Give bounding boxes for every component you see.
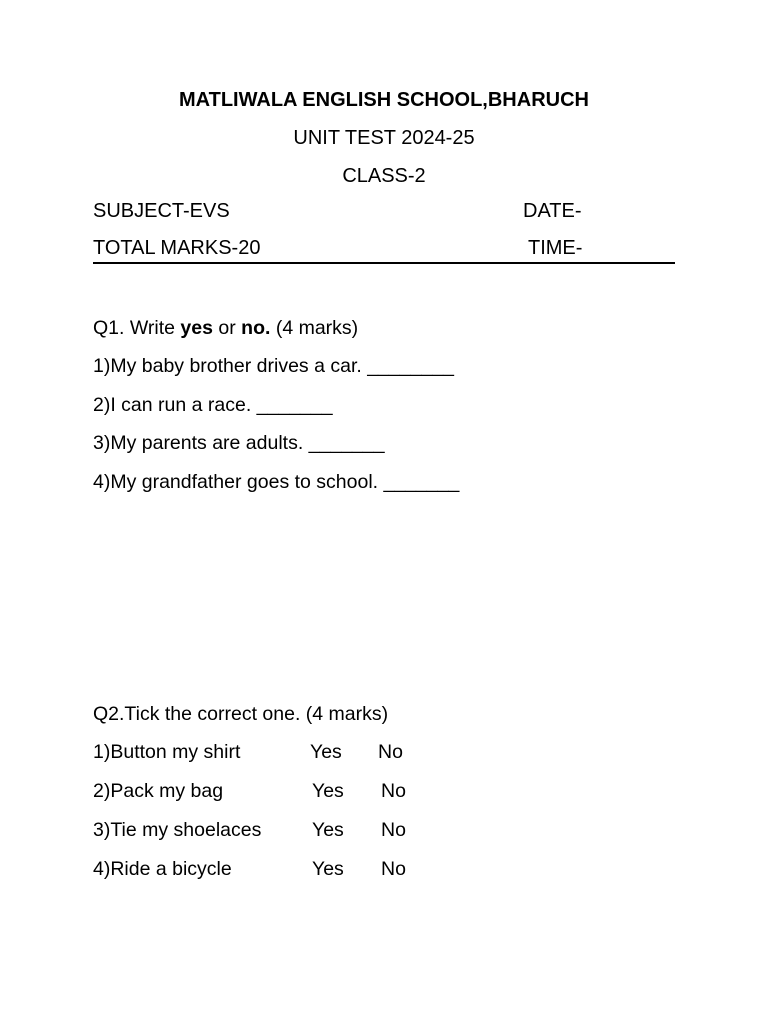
q1-yes-word: yes [180,317,213,339]
time-label: TIME- [528,237,583,259]
q2-item-label: 1)Button my shirt [93,741,241,763]
q2-item-label: 3)Tie my shoelaces [93,819,262,841]
q1-or: or [212,317,242,339]
q1-marks: (4 marks) [270,317,359,339]
date-label: DATE- [523,200,582,222]
subject-label: SUBJECT-EVS [93,200,230,222]
header-divider [93,262,675,264]
test-title: UNIT TEST 2024-25 [293,127,475,149]
q2-option-yes: Yes [310,741,342,763]
total-marks-label: TOTAL MARKS-20 [93,237,261,259]
q1-item: 2)I can run a race. _______ [93,394,333,416]
q2-item-label: 2)Pack my bag [93,780,224,802]
q1-no-word: no. [241,317,271,339]
q2-option-no: No [381,780,406,802]
q1-item: 4)My grandfather goes to school. _______ [93,471,460,493]
q2-title: Q2.Tick the correct one. (4 marks) [93,703,389,725]
q2-option-no: No [378,741,403,763]
q2-option-yes: Yes [312,780,344,802]
q1-prefix: Q1. Write [93,317,181,339]
school-name: MATLIWALA ENGLISH SCHOOL,BHARUCH [179,89,589,111]
q2-option-no: No [381,819,406,841]
q2-option-no: No [381,858,406,880]
q2-option-yes: Yes [312,819,344,841]
q1-item: 3)My parents are adults. _______ [93,432,385,454]
q2-option-yes: Yes [312,858,344,880]
q1-item: 1)My baby brother drives a car. ________ [93,355,454,377]
q2-item-label: 4)Ride a bicycle [93,858,232,880]
class-label: CLASS-2 [342,165,426,187]
q1-title [93,316,358,340]
